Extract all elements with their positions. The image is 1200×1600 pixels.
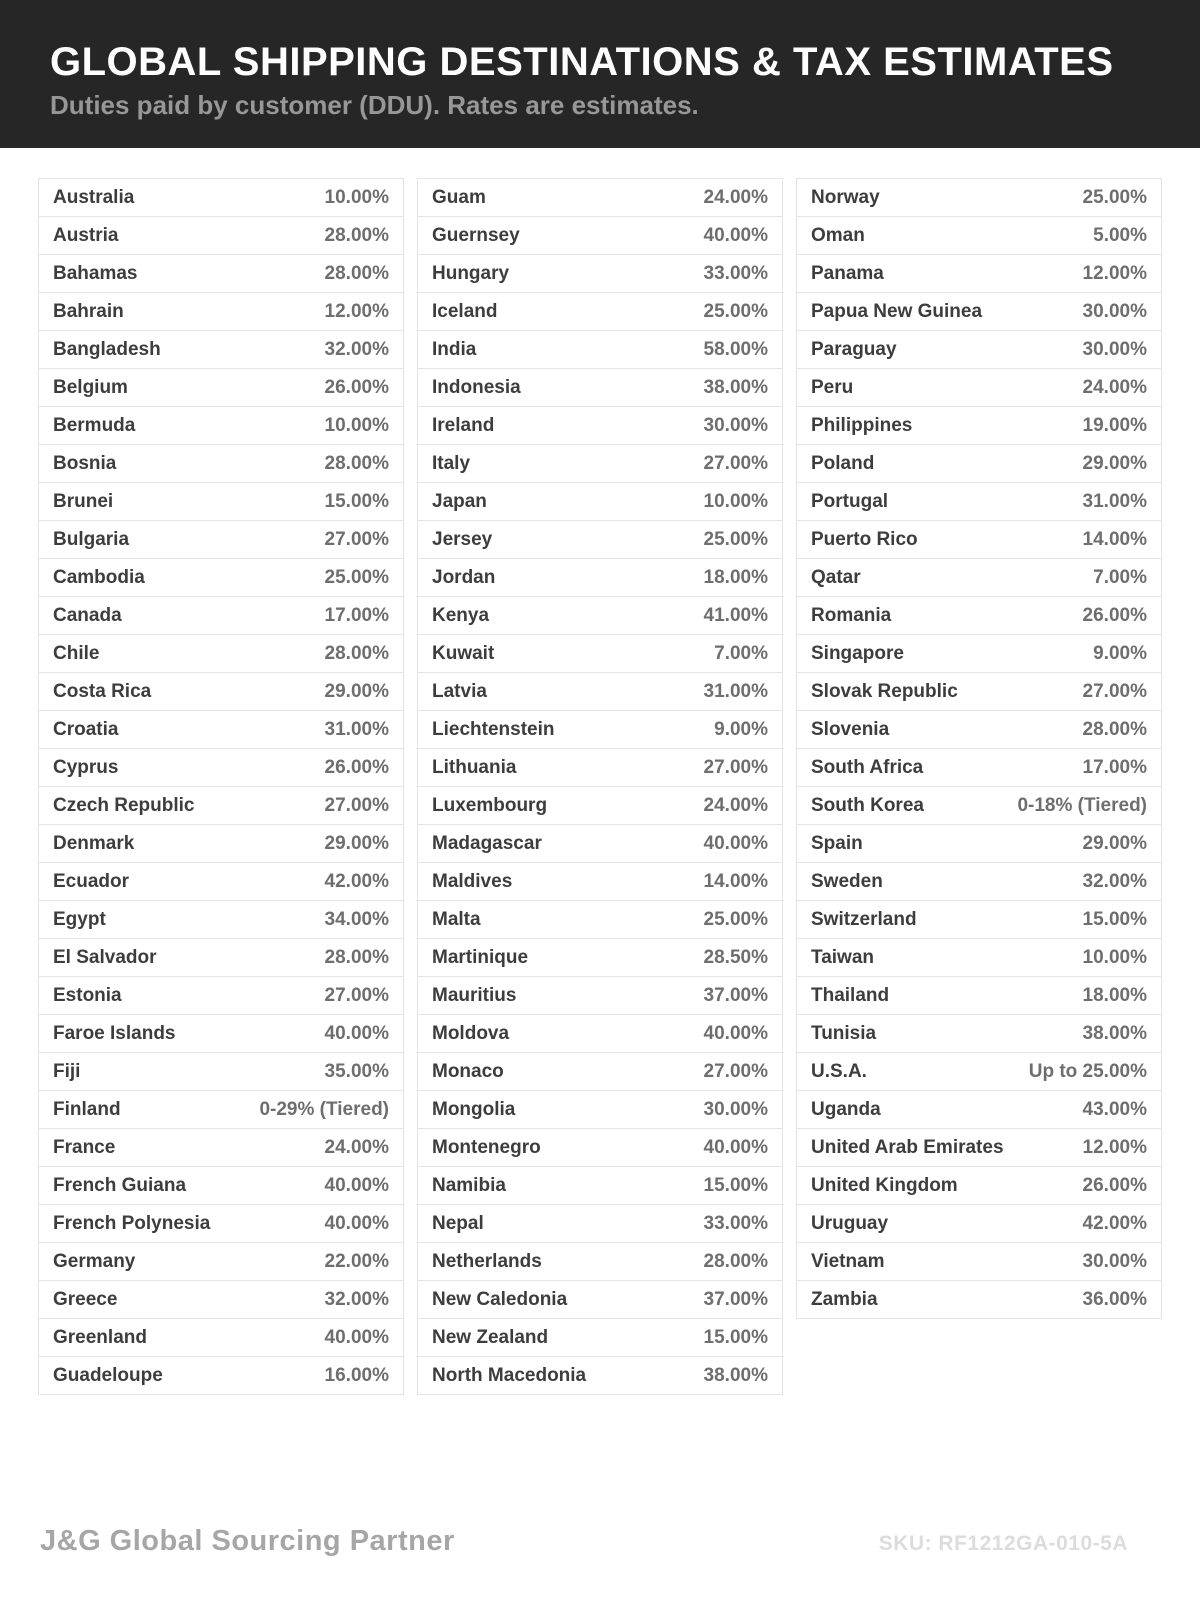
tax-rate: 10.00% bbox=[703, 490, 768, 512]
table-row bbox=[796, 786, 1162, 825]
table-row bbox=[417, 292, 783, 331]
country-name: Guadeloupe bbox=[53, 1364, 163, 1386]
tax-rate: 28.00% bbox=[1082, 718, 1147, 740]
tax-rate: 27.00% bbox=[324, 984, 389, 1006]
country-name: Kenya bbox=[432, 604, 490, 626]
tax-rate: 43.00% bbox=[1082, 1098, 1147, 1120]
tax-rate: 30.00% bbox=[1082, 300, 1147, 322]
country-name: United Arab Emirates bbox=[811, 1136, 1004, 1158]
tax-rate: 29.00% bbox=[324, 680, 389, 702]
tax-rate: 0-29% (Tiered) bbox=[259, 1098, 389, 1120]
table-row bbox=[796, 558, 1162, 597]
tax-rate: 27.00% bbox=[703, 756, 768, 778]
country-name: Indonesia bbox=[432, 376, 521, 398]
table-row bbox=[417, 634, 783, 673]
tax-rate: 25.00% bbox=[703, 908, 768, 930]
tax-rate: 28.00% bbox=[324, 452, 389, 474]
tax-rate: 26.00% bbox=[324, 756, 389, 778]
tax-rate: 38.00% bbox=[703, 1364, 768, 1386]
country-name: Guam bbox=[432, 186, 486, 208]
country-name: Poland bbox=[811, 452, 875, 474]
table-row bbox=[38, 254, 404, 293]
tax-rate: 40.00% bbox=[703, 1136, 768, 1158]
table-row bbox=[796, 596, 1162, 635]
country-name: Zambia bbox=[811, 1288, 878, 1310]
table-row bbox=[417, 1166, 783, 1205]
table-row bbox=[796, 406, 1162, 445]
table-row bbox=[796, 1204, 1162, 1243]
country-name: Peru bbox=[811, 376, 854, 398]
country-name: Mauritius bbox=[432, 984, 517, 1006]
country-name: Lithuania bbox=[432, 756, 517, 778]
tax-rate: 31.00% bbox=[324, 718, 389, 740]
table-row bbox=[38, 900, 404, 939]
tax-rate: 32.00% bbox=[324, 1288, 389, 1310]
table-row bbox=[38, 1166, 404, 1205]
country-name: Jordan bbox=[432, 566, 496, 588]
country-name: Qatar bbox=[811, 566, 861, 588]
country-name: U.S.A. bbox=[811, 1060, 867, 1082]
country-name: Uruguay bbox=[811, 1212, 889, 1234]
country-name: Ireland bbox=[432, 414, 495, 436]
country-name: Malta bbox=[432, 908, 481, 930]
tax-rate: 22.00% bbox=[324, 1250, 389, 1272]
country-name: Greece bbox=[53, 1288, 118, 1310]
country-name: Spain bbox=[811, 832, 863, 854]
country-name: Egypt bbox=[53, 908, 106, 930]
tax-rate: 35.00% bbox=[324, 1060, 389, 1082]
tax-rate: 30.00% bbox=[703, 414, 768, 436]
rates-table bbox=[38, 178, 1162, 1395]
tax-rate: 15.00% bbox=[703, 1174, 768, 1196]
table-row bbox=[417, 1090, 783, 1129]
country-name: Nepal bbox=[432, 1212, 484, 1234]
country-name: Sweden bbox=[811, 870, 883, 892]
tax-rate: 18.00% bbox=[1082, 984, 1147, 1006]
country-name: Denmark bbox=[53, 832, 135, 854]
country-name: Singapore bbox=[811, 642, 904, 664]
table-row bbox=[417, 1242, 783, 1281]
table-row bbox=[38, 748, 404, 787]
country-name: Puerto Rico bbox=[811, 528, 918, 550]
country-name: Slovenia bbox=[811, 718, 890, 740]
table-row bbox=[38, 786, 404, 825]
country-name: Czech Republic bbox=[53, 794, 195, 816]
tax-rate: 30.00% bbox=[1082, 338, 1147, 360]
table-row bbox=[417, 216, 783, 255]
table-row bbox=[417, 1204, 783, 1243]
table-row bbox=[796, 520, 1162, 559]
country-name: Oman bbox=[811, 224, 865, 246]
tax-rate: 32.00% bbox=[1082, 870, 1147, 892]
country-name: Portugal bbox=[811, 490, 889, 512]
table-row bbox=[417, 748, 783, 787]
tax-rate: 27.00% bbox=[324, 528, 389, 550]
table-row bbox=[417, 976, 783, 1015]
country-name: Germany bbox=[53, 1250, 136, 1272]
sku-label: SKU: RF1212GA-010-5A bbox=[878, 1532, 1128, 1555]
tax-rate: 10.00% bbox=[324, 186, 389, 208]
table-row bbox=[417, 1052, 783, 1091]
country-name: Latvia bbox=[432, 680, 487, 702]
country-name: Liechtenstein bbox=[432, 718, 555, 740]
tax-rate: 27.00% bbox=[703, 452, 768, 474]
tax-rate: Up to 25.00% bbox=[1028, 1060, 1147, 1082]
tax-rate: 36.00% bbox=[1082, 1288, 1147, 1310]
country-name: Estonia bbox=[53, 984, 122, 1006]
country-name: Taiwan bbox=[811, 946, 874, 968]
tax-rate: 40.00% bbox=[324, 1174, 389, 1196]
country-name: Japan bbox=[432, 490, 487, 512]
tax-rate: 40.00% bbox=[324, 1212, 389, 1234]
tax-rate: 30.00% bbox=[1082, 1250, 1147, 1272]
table-row bbox=[417, 482, 783, 521]
table-row bbox=[417, 786, 783, 825]
tax-rate: 14.00% bbox=[1082, 528, 1147, 550]
country-name: Switzerland bbox=[811, 908, 917, 930]
table-row bbox=[796, 368, 1162, 407]
tax-rate: 27.00% bbox=[324, 794, 389, 816]
tax-rate: 24.00% bbox=[324, 1136, 389, 1158]
country-name: Bosnia bbox=[53, 452, 117, 474]
table-row bbox=[38, 178, 404, 217]
tax-rate: 26.00% bbox=[1082, 604, 1147, 626]
table-row bbox=[796, 862, 1162, 901]
country-name: Austria bbox=[53, 224, 119, 246]
table-row bbox=[796, 824, 1162, 863]
country-name: Namibia bbox=[432, 1174, 506, 1196]
table-row bbox=[38, 1128, 404, 1167]
tax-rate: 37.00% bbox=[703, 1288, 768, 1310]
tax-rate: 58.00% bbox=[703, 338, 768, 360]
tax-rate: 30.00% bbox=[703, 1098, 768, 1120]
table-row bbox=[796, 1090, 1162, 1129]
country-name: Netherlands bbox=[432, 1250, 542, 1272]
table-row bbox=[38, 216, 404, 255]
country-name: South Africa bbox=[811, 756, 924, 778]
country-name: Uganda bbox=[811, 1098, 881, 1120]
table-row bbox=[796, 710, 1162, 749]
brand-name: J&G Global Sourcing Partner bbox=[40, 1525, 455, 1557]
country-name: Vietnam bbox=[811, 1250, 885, 1272]
table-row bbox=[38, 824, 404, 863]
table-row bbox=[38, 1090, 404, 1129]
table-row bbox=[796, 330, 1162, 369]
table-row bbox=[796, 1280, 1162, 1319]
tax-rate: 10.00% bbox=[1082, 946, 1147, 968]
tax-rate: 15.00% bbox=[703, 1326, 768, 1348]
table-row bbox=[417, 178, 783, 217]
tax-rate: 28.00% bbox=[324, 642, 389, 664]
table-row bbox=[38, 672, 404, 711]
country-name: Papua New Guinea bbox=[811, 300, 983, 322]
country-name: Norway bbox=[811, 186, 880, 208]
table-row bbox=[417, 1318, 783, 1357]
country-name: Luxembourg bbox=[432, 794, 548, 816]
table-row bbox=[417, 520, 783, 559]
country-name: Chile bbox=[53, 642, 100, 664]
table-row bbox=[38, 292, 404, 331]
country-name: India bbox=[432, 338, 477, 360]
country-name: Montenegro bbox=[432, 1136, 541, 1158]
country-name: New Caledonia bbox=[432, 1288, 568, 1310]
country-name: Costa Rica bbox=[53, 680, 152, 702]
country-name: Croatia bbox=[53, 718, 119, 740]
tax-rate: 38.00% bbox=[703, 376, 768, 398]
country-name: Cambodia bbox=[53, 566, 145, 588]
tax-rate: 26.00% bbox=[324, 376, 389, 398]
table-row bbox=[417, 672, 783, 711]
page-subtitle: Duties paid by customer (DDU). Rates are estimates. bbox=[50, 90, 699, 120]
country-name: Australia bbox=[53, 186, 135, 208]
tax-rate: 25.00% bbox=[703, 300, 768, 322]
tax-rate: 28.00% bbox=[324, 224, 389, 246]
table-column bbox=[38, 178, 404, 1395]
country-name: Martinique bbox=[432, 946, 529, 968]
table-row bbox=[38, 1242, 404, 1281]
table-row bbox=[796, 1052, 1162, 1091]
country-name: Maldives bbox=[432, 870, 513, 892]
country-name: North Macedonia bbox=[432, 1364, 587, 1386]
tax-rate: 0-18% (Tiered) bbox=[1017, 794, 1147, 816]
table-row bbox=[417, 824, 783, 863]
table-row bbox=[38, 938, 404, 977]
country-name: Bahrain bbox=[53, 300, 124, 322]
country-name: Greenland bbox=[53, 1326, 147, 1348]
country-name: Hungary bbox=[432, 262, 510, 284]
tax-rate: 25.00% bbox=[324, 566, 389, 588]
tax-rate: 24.00% bbox=[703, 186, 768, 208]
table-row bbox=[417, 444, 783, 483]
country-name: Fiji bbox=[53, 1060, 81, 1082]
tax-rate: 26.00% bbox=[1082, 1174, 1147, 1196]
table-row bbox=[417, 406, 783, 445]
tax-rate: 34.00% bbox=[324, 908, 389, 930]
tax-rate: 24.00% bbox=[1082, 376, 1147, 398]
country-name: Brunei bbox=[53, 490, 114, 512]
country-name: Bahamas bbox=[53, 262, 138, 284]
tax-rate: 25.00% bbox=[703, 528, 768, 550]
country-name: Guernsey bbox=[432, 224, 520, 246]
table-row bbox=[796, 254, 1162, 293]
country-name: Cyprus bbox=[53, 756, 119, 778]
tax-rate: 40.00% bbox=[703, 224, 768, 246]
country-name: United Kingdom bbox=[811, 1174, 958, 1196]
tax-rate: 7.00% bbox=[714, 642, 768, 664]
tax-rate: 27.00% bbox=[1082, 680, 1147, 702]
tax-rate: 12.00% bbox=[324, 300, 389, 322]
table-row bbox=[38, 1052, 404, 1091]
country-name: Mongolia bbox=[432, 1098, 516, 1120]
tax-rate: 17.00% bbox=[324, 604, 389, 626]
table-row bbox=[796, 672, 1162, 711]
tax-rate: 40.00% bbox=[703, 832, 768, 854]
country-name: Faroe Islands bbox=[53, 1022, 176, 1044]
table-row bbox=[796, 900, 1162, 939]
table-row bbox=[38, 1204, 404, 1243]
country-name: Thailand bbox=[811, 984, 890, 1006]
country-name: Panama bbox=[811, 262, 884, 284]
table-row bbox=[417, 938, 783, 977]
table-row bbox=[417, 254, 783, 293]
country-name: Bermuda bbox=[53, 414, 136, 436]
table-row bbox=[796, 634, 1162, 673]
tax-rate: 37.00% bbox=[703, 984, 768, 1006]
tax-rate: 25.00% bbox=[1082, 186, 1147, 208]
table-row bbox=[38, 1280, 404, 1319]
table-row bbox=[38, 976, 404, 1015]
table-row bbox=[38, 710, 404, 749]
country-name: Bangladesh bbox=[53, 338, 161, 360]
table-row bbox=[38, 368, 404, 407]
tax-rate: 12.00% bbox=[1082, 1136, 1147, 1158]
country-name: Ecuador bbox=[53, 870, 130, 892]
country-name: Tunisia bbox=[811, 1022, 877, 1044]
country-name: Jersey bbox=[432, 528, 493, 550]
country-name: Moldova bbox=[432, 1022, 510, 1044]
table-row bbox=[417, 1280, 783, 1319]
table-row bbox=[38, 444, 404, 483]
country-name: Paraguay bbox=[811, 338, 897, 360]
table-row bbox=[417, 710, 783, 749]
tax-rate: 28.00% bbox=[703, 1250, 768, 1272]
table-row bbox=[38, 634, 404, 673]
tax-rate: 28.00% bbox=[324, 262, 389, 284]
page-header bbox=[0, 0, 1200, 148]
tax-rate: 32.00% bbox=[324, 338, 389, 360]
country-name: French Guiana bbox=[53, 1174, 187, 1196]
tax-rate: 17.00% bbox=[1082, 756, 1147, 778]
country-name: Madagascar bbox=[432, 832, 542, 854]
country-name: Canada bbox=[53, 604, 122, 626]
tax-rate: 15.00% bbox=[324, 490, 389, 512]
tax-rate: 28.00% bbox=[324, 946, 389, 968]
country-name: Philippines bbox=[811, 414, 913, 436]
country-name: New Zealand bbox=[432, 1326, 549, 1348]
country-name: Slovak Republic bbox=[811, 680, 958, 702]
tax-rate: 28.50% bbox=[703, 946, 768, 968]
table-row bbox=[417, 330, 783, 369]
table-row bbox=[796, 1014, 1162, 1053]
country-name: Bulgaria bbox=[53, 528, 130, 550]
tax-rate: 10.00% bbox=[324, 414, 389, 436]
tax-rate: 40.00% bbox=[324, 1022, 389, 1044]
country-name: Belgium bbox=[53, 376, 128, 398]
country-name: Monaco bbox=[432, 1060, 504, 1082]
table-row bbox=[38, 596, 404, 635]
table-row bbox=[796, 482, 1162, 521]
table-row bbox=[417, 1014, 783, 1053]
table-row bbox=[796, 1242, 1162, 1281]
tax-rate: 24.00% bbox=[703, 794, 768, 816]
tax-rate: 40.00% bbox=[324, 1326, 389, 1348]
table-row bbox=[417, 596, 783, 635]
table-row bbox=[796, 1128, 1162, 1167]
table-row bbox=[796, 1166, 1162, 1205]
country-name: Iceland bbox=[432, 300, 498, 322]
tax-rate: 14.00% bbox=[703, 870, 768, 892]
table-row bbox=[796, 216, 1162, 255]
tax-rate: 31.00% bbox=[703, 680, 768, 702]
table-row bbox=[417, 862, 783, 901]
tax-rate: 29.00% bbox=[1082, 452, 1147, 474]
tax-rate: 18.00% bbox=[703, 566, 768, 588]
table-row bbox=[38, 330, 404, 369]
table-row bbox=[38, 482, 404, 521]
tax-rate: 40.00% bbox=[703, 1022, 768, 1044]
page-title: GLOBAL SHIPPING DESTINATIONS & TAX ESTIMATES bbox=[50, 40, 1114, 84]
table-row bbox=[417, 900, 783, 939]
tax-rate: 38.00% bbox=[1082, 1022, 1147, 1044]
country-name: South Korea bbox=[811, 794, 924, 816]
tax-rate: 27.00% bbox=[703, 1060, 768, 1082]
tax-rate: 42.00% bbox=[1082, 1212, 1147, 1234]
table-row bbox=[417, 558, 783, 597]
tax-rate: 31.00% bbox=[1082, 490, 1147, 512]
tax-rate: 9.00% bbox=[714, 718, 768, 740]
table-column bbox=[417, 178, 783, 1395]
table-row bbox=[38, 406, 404, 445]
table-row bbox=[796, 938, 1162, 977]
footer bbox=[40, 1525, 1128, 1558]
table-row bbox=[796, 748, 1162, 787]
table-row bbox=[796, 292, 1162, 331]
tax-rate: 41.00% bbox=[703, 604, 768, 626]
tax-rate: 29.00% bbox=[1082, 832, 1147, 854]
country-name: El Salvador bbox=[53, 946, 157, 968]
table-row bbox=[38, 1014, 404, 1053]
country-name: Italy bbox=[432, 452, 471, 474]
table-row bbox=[38, 558, 404, 597]
country-name: French Polynesia bbox=[53, 1212, 211, 1234]
country-name: France bbox=[53, 1136, 116, 1158]
table-column bbox=[796, 178, 1162, 1319]
country-name: Romania bbox=[811, 604, 892, 626]
table-row bbox=[796, 976, 1162, 1015]
tax-rate: 33.00% bbox=[703, 1212, 768, 1234]
tax-rate: 16.00% bbox=[324, 1364, 389, 1386]
table-row bbox=[417, 1128, 783, 1167]
table-row bbox=[796, 444, 1162, 483]
table-row bbox=[38, 1356, 404, 1395]
tax-rate: 15.00% bbox=[1082, 908, 1147, 930]
country-name: Finland bbox=[53, 1098, 121, 1120]
tax-rate: 7.00% bbox=[1093, 566, 1147, 588]
table-row bbox=[38, 862, 404, 901]
tax-rate: 19.00% bbox=[1082, 414, 1147, 436]
tax-rate: 29.00% bbox=[324, 832, 389, 854]
tax-rate: 5.00% bbox=[1093, 224, 1147, 246]
tax-rate: 42.00% bbox=[324, 870, 389, 892]
country-name: Kuwait bbox=[432, 642, 495, 664]
tax-rate: 33.00% bbox=[703, 262, 768, 284]
table-row bbox=[796, 178, 1162, 217]
table-row bbox=[417, 368, 783, 407]
table-row bbox=[38, 1318, 404, 1357]
table-row bbox=[417, 1356, 783, 1395]
tax-rate: 9.00% bbox=[1093, 642, 1147, 664]
table-row bbox=[38, 520, 404, 559]
tax-rate: 12.00% bbox=[1082, 262, 1147, 284]
